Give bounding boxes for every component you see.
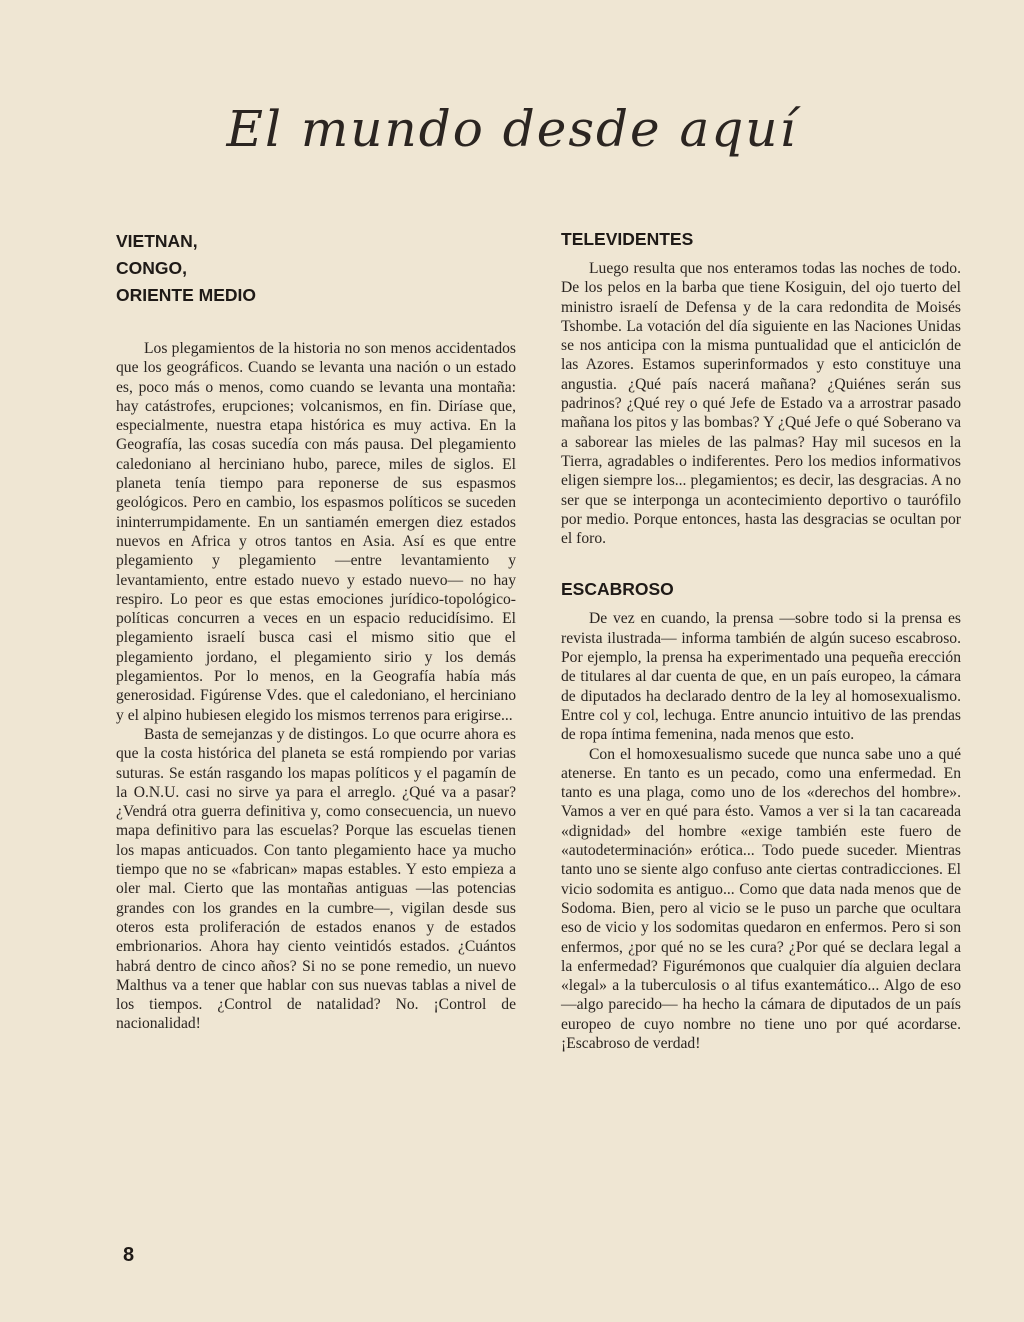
body-paragraph: Los plegamientos de la historia no son menos accidentados que los geográficos. Cuando se levanta una nación o un estado es, poco más o menos, como cuando se levanta una montaña: hay catástrofes, erupciones; volcanismos, en fin. Diríase que, especialmente, nuestra etapa histórica es muy activa. En la Geografía, las cosas sucedía con más pausa. Del plegamiento caledoniano al herciniano hubo, parece, miles de siglos. El planeta tenía tiempo para reponerse de sus espasmos geológicos. Pero en cambio, los espasmos políticos se suceden ininterrumpidamente. En un santiamén emergen diez estados nuevos en Africa y otros tantos en Asia. Así es que entre plegamiento y plegamiento —entre levantamiento y levantamiento, entre estado nuevo y estado nuevo— no hay respiro. Lo peor es que estas emociones jurídico-topológico-políticas concurren a veces en un espacio reducidísimo. El plegamiento israelí busca casi el mismo sitio que el plegamiento jordano, el plegamiento sirio y los demás plegamientos. Por lo menos, en la Geografía había más generosidad. Figúrense Vdes. que el caledoniano, el herciniano y el alpino hubiesen elegido los mismos terrenos para erigirse...	[116, 340, 516, 724]
page-number: 8	[123, 1244, 135, 1266]
heading-line: ORIENTE MEDIO	[116, 285, 257, 305]
heading-line: VIETNAN,	[116, 231, 198, 251]
heading-line: CONGO,	[116, 258, 187, 278]
page-title: El mundo desde aquí	[226, 100, 798, 158]
body-paragraph: Con el homoxesualismo sucede que nunca sabe uno a qué atenerse. En tanto es un pecado, como una enfermedad. En tanto es una plaga, como uno de los «derechos del hombre». Vamos a ver en qué para ésto. Vamos a ver si la tan cacareada «dignidad» del hombre «exige también este fuero de «autodeterminación» erótica... Todo puede suceder. Mientras tanto uno se siente algo confuso ante ciertas contradicciones. El vicio sodomita es antiguo... Como que data nada menos que de Sodoma. Bien, pero al vicio se le puso un parche que ocultara eso de vicio y los sodomitas quedaron en enfermos. Pero si son enfermos, ¿por qué no se les cura? ¿Por qué se declara legal a la enfermedad? Figurémonos que cualquier día alguien declara «legal» a la tuberculosis o al tifus exantemático... Algo de eso —algo parecido— ha hecho la cámara de diputados de un país europeo de cuyo nombre no tiene uno por qué acordarse. ¡Escabroso de verdad!	[561, 745, 961, 1052]
left-column	[116, 228, 516, 1034]
body-paragraph: De vez en cuando, la prensa —sobre todo si la prensa es revista ilustrada— informa también de algún suceso escabroso. Por ejemplo, la prensa ha experimentado una pequeña erección de titulares al dar cuenta de que, en un país europeo, la cámara de diputados ha declarado dentro de la ley al homosexualismo. Entre col y col, lechuga. Entre anuncio intuitivo de las prendas de ropa íntima femenina, nada menos que esto.	[561, 610, 961, 744]
section-heading-televidentes: TELEVIDENTES	[561, 229, 694, 249]
body-paragraph: Luego resulta que nos enteramos todas las noches de todo. De los pelos en la barba que tiene Kosiguin, del ojo tuerto del ministro israelí de Defensa y de la cara redondita de Moisés Tshombe. La votación del día siguiente en las Naciones Unidas se nos anticipa con la misma puntualidad que el anticiclón de las Azores. Estamos superinformados y esto constituye una angustia. ¿Qué país nacerá mañana? ¿Quiénes serán sus padrinos? ¿Qué rey o qué Jefe de Estado va a arrostrar pasado mañana los pitos y las bombas? Y ¿Qué Jefe o qué Soberano va a saborear las mieles de las palmas? Hay mil sucesos en la Tierra, agradables o indiferentes. Pero los medios informativos eligen siempre los... plegamientos; es decir, las desgracias. A no ser que se interponga un acontecimiento deportivo o taurófilo por medio. Porque entonces, hasta las desgracias se ocultan por el foro.	[561, 260, 961, 548]
section-heading-escabroso: ESCABROSO	[561, 579, 674, 600]
body-paragraph: Basta de semejanzas y de distingos. Lo que ocurre ahora es que la costa histórica del planeta se está rompiendo por varias suturas. Se están rasgando los mapas políticos y el pagamín de la O.N.U. casi no sirve ya para el arreglo. ¿Qué va a pasar? ¿Vendrá otra guerra definitiva y, como consecuencia, un nuevo mapa definitivo para las escuelas? Porque las escuelas tienen los mapas anticuados. Con tanto plegamiento hace ya mucho tiempo que no se «fabrican» mapas estables. Y esto empieza a oler mal. Cierto que las montañas antiguas —las potencias grandes con los grandes en la cumbre—, vigilan desde sus oteros esta proliferación de estados enanos y de estados embrionarios. Ahora hay ciento veintidós estados. ¿Cuántos habrá dentro de cinco años? Si no se pone remedio, un nuevo Malthus va a tener que hablar con sus nuevas tablas a nivel de los tiempos. ¿Control de natalidad? No. ¡Control de nacionalidad!	[116, 725, 516, 1033]
right-column	[561, 226, 961, 1053]
section-heading-vietnan	[116, 228, 516, 309]
